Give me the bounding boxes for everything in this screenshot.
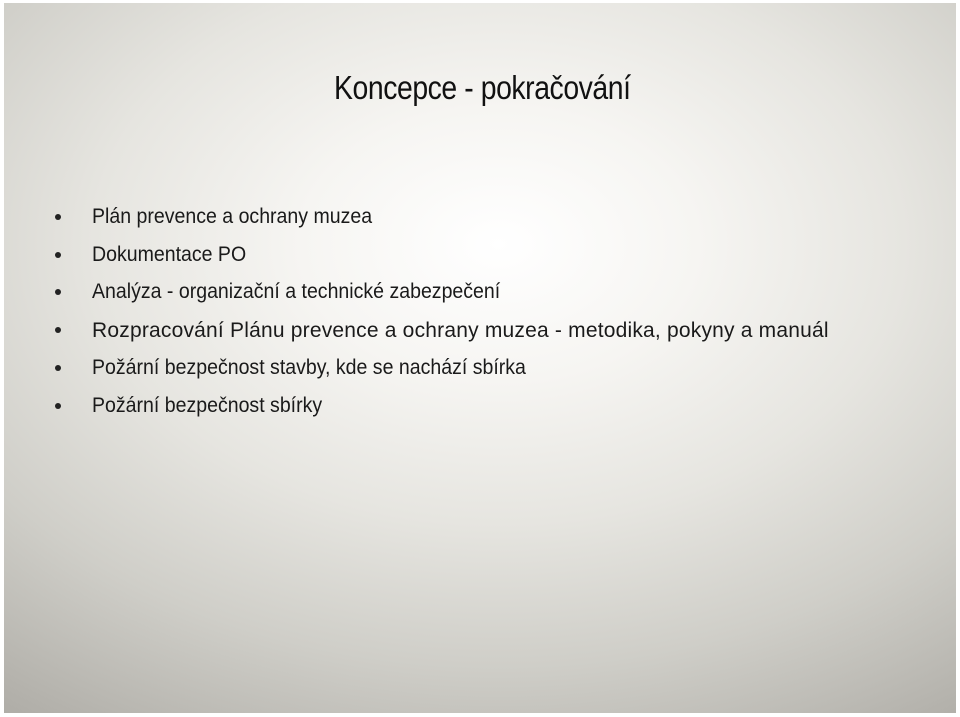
bullet-text: Plán prevence a ochrany muzea	[92, 205, 373, 228]
bullet-icon	[55, 289, 61, 295]
bullet-text: Dokumentace PO	[92, 242, 247, 266]
bullet-list	[54, 202, 904, 428]
bullet-text: Požární bezpečnost stavby, kde se nachází sbírka	[92, 356, 526, 379]
bullet-text: Požární bezpečnost sbírky	[92, 393, 323, 417]
bullet-icon	[55, 327, 61, 333]
bullet-item	[54, 315, 904, 346]
bullet-text: Rozpracování Plánu prevence a ochrany muzea - metodika, pokyny a manuál	[92, 318, 829, 342]
bullet-item	[54, 353, 904, 383]
bullet-text: Analýza - organizační a technické zabezpečení	[92, 280, 501, 303]
bullet-item	[54, 202, 904, 232]
bullet-icon	[55, 365, 61, 371]
bullet-icon	[55, 214, 61, 220]
bullet-icon	[55, 252, 61, 258]
bullet-item	[54, 391, 904, 421]
bullet-item	[54, 240, 904, 270]
slide-title: Koncepce - pokračování	[333, 69, 631, 106]
slide	[4, 3, 956, 713]
bullet-icon	[55, 403, 61, 409]
bullet-item	[54, 277, 904, 307]
